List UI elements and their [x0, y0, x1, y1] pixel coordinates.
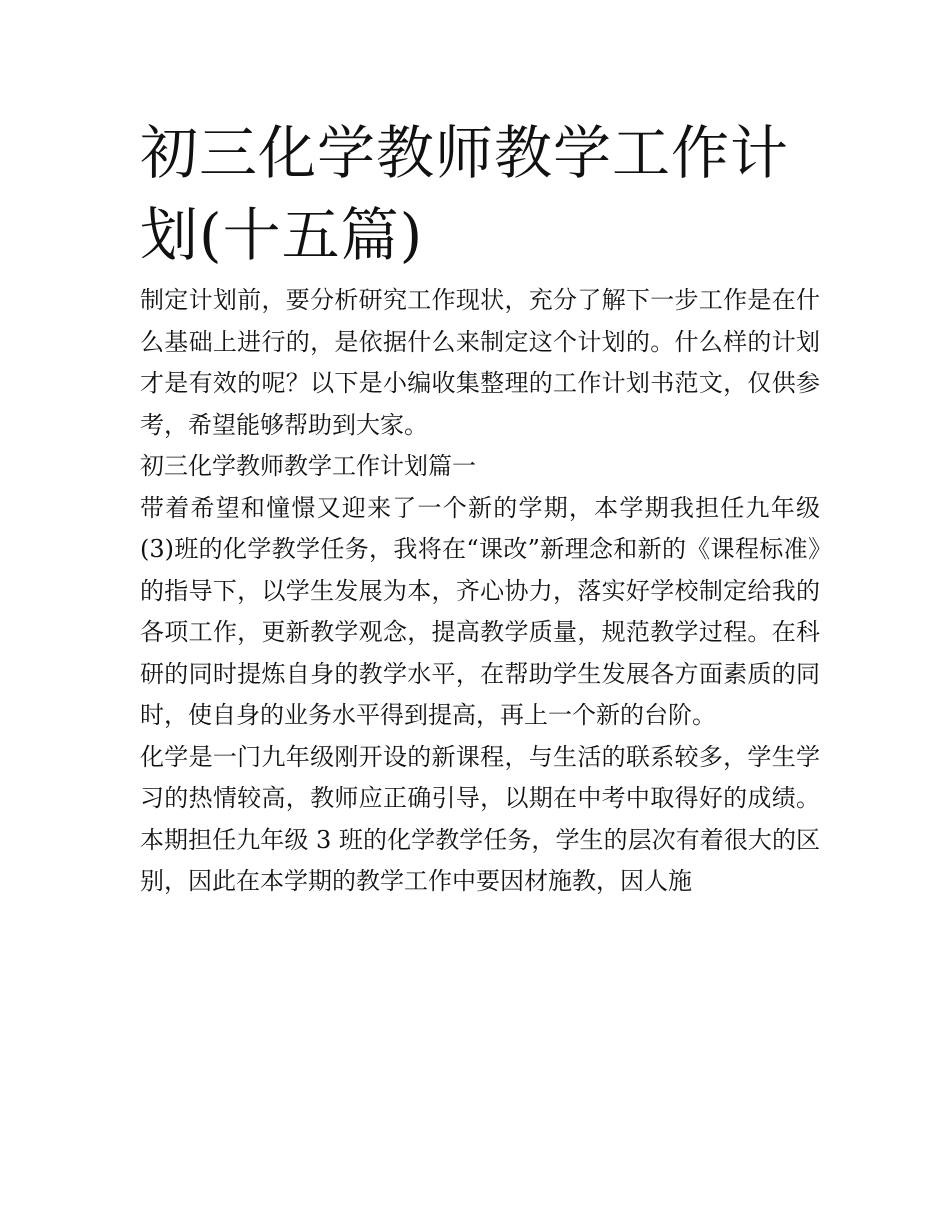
section-heading: 初三化学教师教学工作计划篇一	[140, 452, 476, 480]
body-paragraph: 化学是一门九年级刚开设的新课程，与生活的联系较多，学生学习的热情较高，教师应正确引导，以期在中考中取得好的成绩。本期担任九年级 3 班的化学教学任务，学生的层次有着很大的区别，因此在本学期的教学工作中要因材施教，因人施	[140, 742, 820, 895]
document-title: 初三化学教师教学工作计划(十五篇)	[140, 119, 790, 269]
intro-paragraph: 制定计划前，要分析研究工作现状，充分了解下一步工作是在什么基础上进行的，是依据什么来制定这个计划的。什么样的计划才是有效的呢？以下是小编收集整理的工作计划书范文，仅供参考，希望能够帮助到大家。	[140, 286, 820, 439]
document-body	[140, 280, 820, 903]
body-paragraph: 带着希望和憧憬又迎来了一个新的学期，本学期我担任九年级(3)班的化学教学任务，我将在“课改”新理念和新的《课程标准》的指导下，以学生发展为本，齐心协力，落实好学校制定给我的各项工作，更新教学观念，提高教学质量，规范教学过程。在科研的同时提炼自身的教学水平，在帮助学生发展各方面素质的同时，使自身的业务水平得到提高，再上一个新的台阶。	[140, 493, 820, 729]
